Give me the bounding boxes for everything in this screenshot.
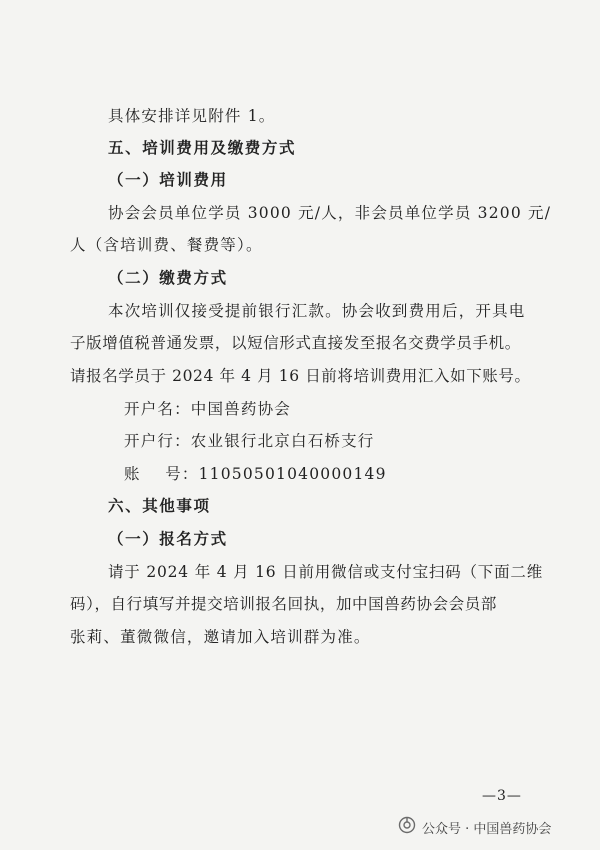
text-line: 人（含培训费、餐费等）。 [70,236,263,254]
account-number: 账 号：11050501040000149 [124,465,387,483]
account-name: 开户名：中国兽药协会 [124,400,292,418]
text-line: 张莉、董微微信，邀请加入培训群为准。 [70,628,371,646]
text-line: 请报名学员于 2024 年 4 月 16 日前将培训费用汇入如下账号。 [70,367,531,385]
subheading-payment-method: （二）缴费方式 [108,269,228,287]
section-heading-fees: 五、培训费用及缴费方式 [108,139,297,157]
text-line: 子版增值税普通发票，以短信形式直接发至报名交费学员手机。 [70,334,521,352]
subheading-training-fees: （一）培训费用 [108,171,228,189]
source-watermark [398,816,551,838]
subheading-registration: （一）报名方式 [108,530,228,548]
text-line: 协会会员单位学员 3000 元/人，非会员单位学员 3200 元/ [108,204,552,222]
text-line: 码），自行填写并提交培训报名回执，加中国兽药协会会员部 [70,595,497,613]
text-line: 本次培训仅接受提前银行汇款。协会收到费用后，开具电 [108,302,526,320]
watermark-text: 公众号 · 中国兽药协会 [422,821,552,837]
text-line: 请于 2024 年 4 月 16 日前用微信或支付宝扫码（下面二维 [108,563,543,581]
wechat-official-account-icon [398,816,416,838]
text-line: 具体安排详见附件 1。 [108,107,276,125]
page-number: —3— [482,788,522,804]
account-bank: 开户行：农业银行北京白石桥支行 [124,432,375,450]
section-heading-other: 六、其他事项 [108,497,211,515]
